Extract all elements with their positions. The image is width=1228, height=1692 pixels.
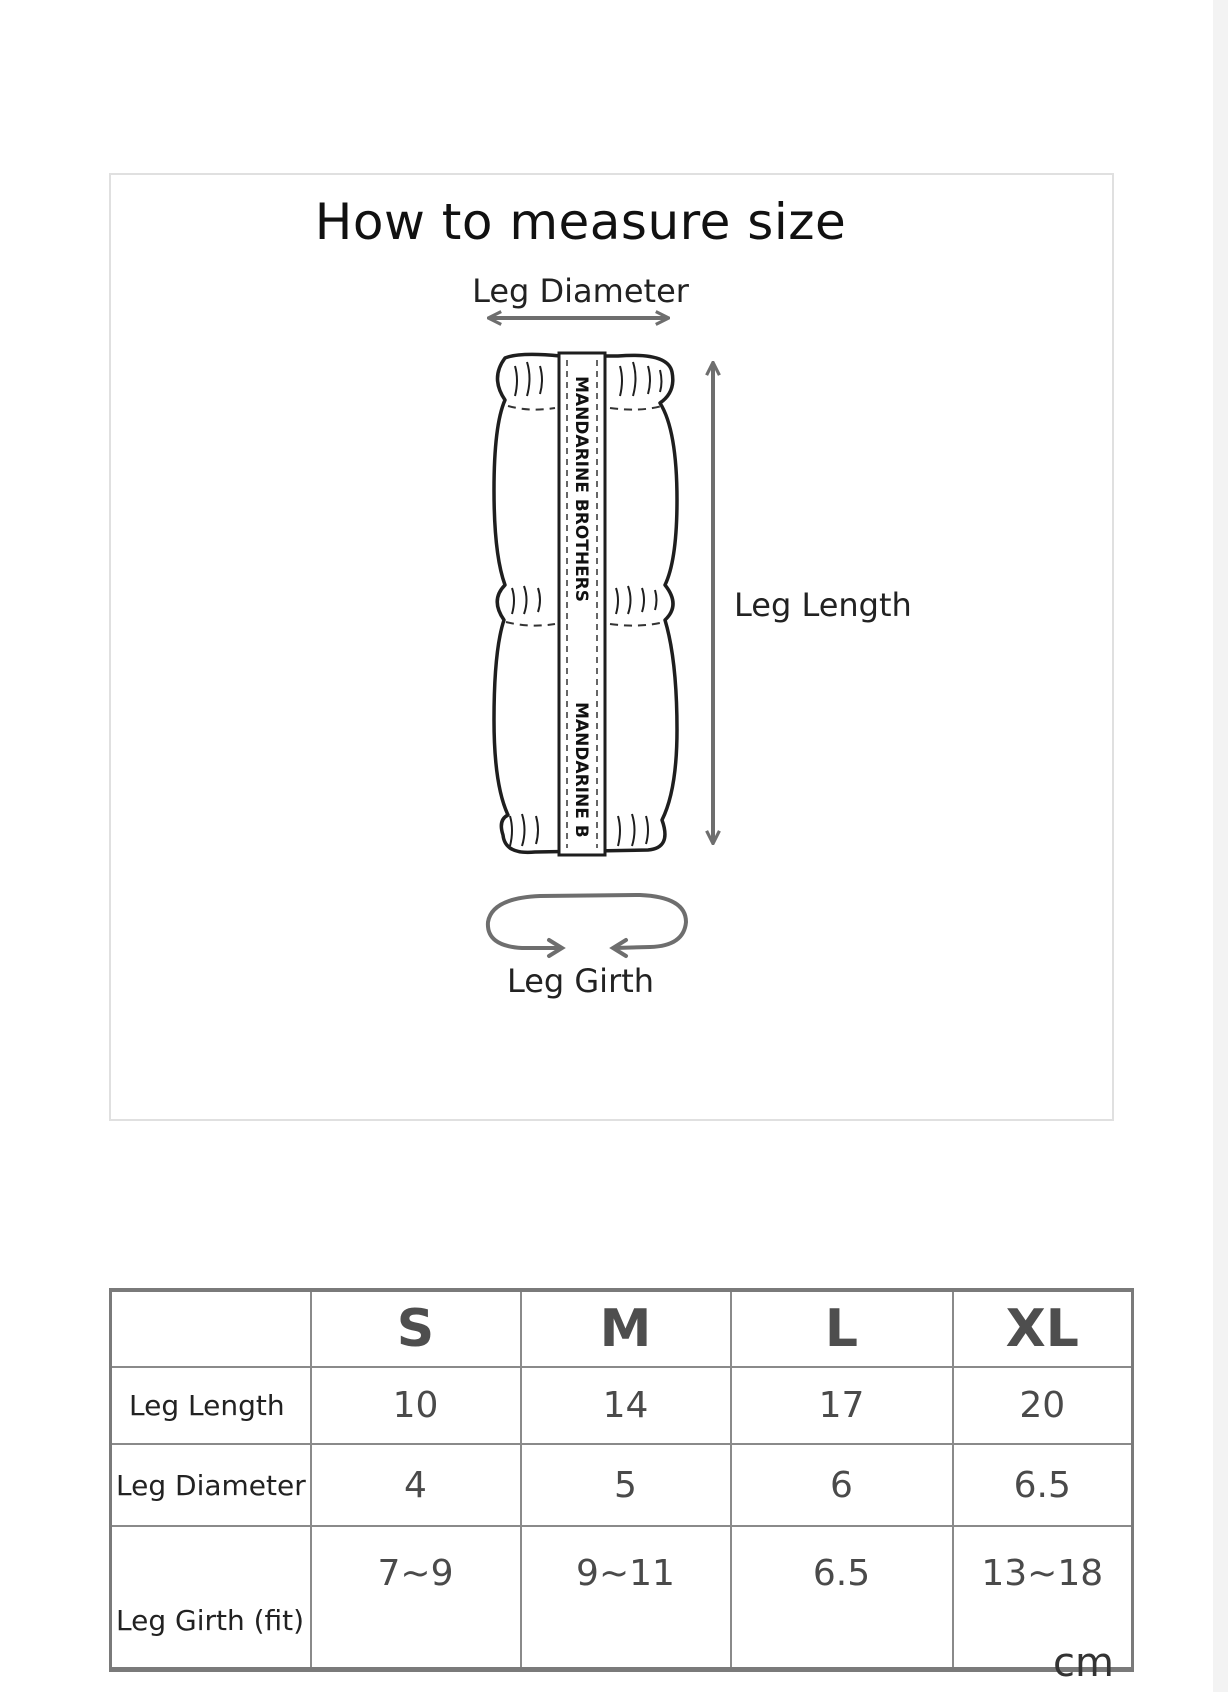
cell-value: 7~9 [311, 1526, 521, 1670]
size-header-m: M [521, 1290, 731, 1367]
cell-value: 17 [731, 1367, 953, 1444]
cell-value: 6 [731, 1444, 953, 1526]
row-label-leg-girth: Leg Girth (fit) [111, 1526, 311, 1670]
header-empty-cell [111, 1290, 311, 1367]
row-label-leg-diameter: Leg Diameter [111, 1444, 311, 1526]
cell-value: 14 [521, 1367, 731, 1444]
guide-title: How to measure size [314, 193, 847, 251]
girth-loop-arrow-icon [488, 895, 686, 956]
size-chart-table [109, 1288, 1134, 1672]
cell-value: 20 [953, 1367, 1133, 1444]
table-row [111, 1367, 1133, 1444]
table-row [111, 1444, 1133, 1526]
strap-brand-text: MANDARINE BROTHERS [571, 376, 591, 603]
cell-value: 6.5 [731, 1526, 953, 1670]
strap-brand-text-2: MANDARINE B [571, 702, 591, 838]
cell-value: 10 [311, 1367, 521, 1444]
size-header-s: S [311, 1290, 521, 1367]
cell-value: 4 [311, 1444, 521, 1526]
table-row [111, 1526, 1133, 1670]
cell-value: 6.5 [953, 1444, 1133, 1526]
row-label-leg-length: Leg Length [111, 1367, 311, 1444]
size-header-row [111, 1290, 1133, 1367]
cell-value: 5 [521, 1444, 731, 1526]
unit-label: cm [1053, 1640, 1114, 1686]
leg-length-label: Leg Length [734, 586, 912, 624]
leg-diameter-label: Leg Diameter [472, 272, 689, 310]
cell-value: 13~18 [953, 1526, 1133, 1670]
leg-girth-label: Leg Girth [506, 962, 655, 1000]
size-header-l: L [731, 1290, 953, 1367]
cell-value: 9~11 [521, 1526, 731, 1670]
brand-strap [559, 353, 605, 855]
size-header-xl: XL [953, 1290, 1133, 1367]
